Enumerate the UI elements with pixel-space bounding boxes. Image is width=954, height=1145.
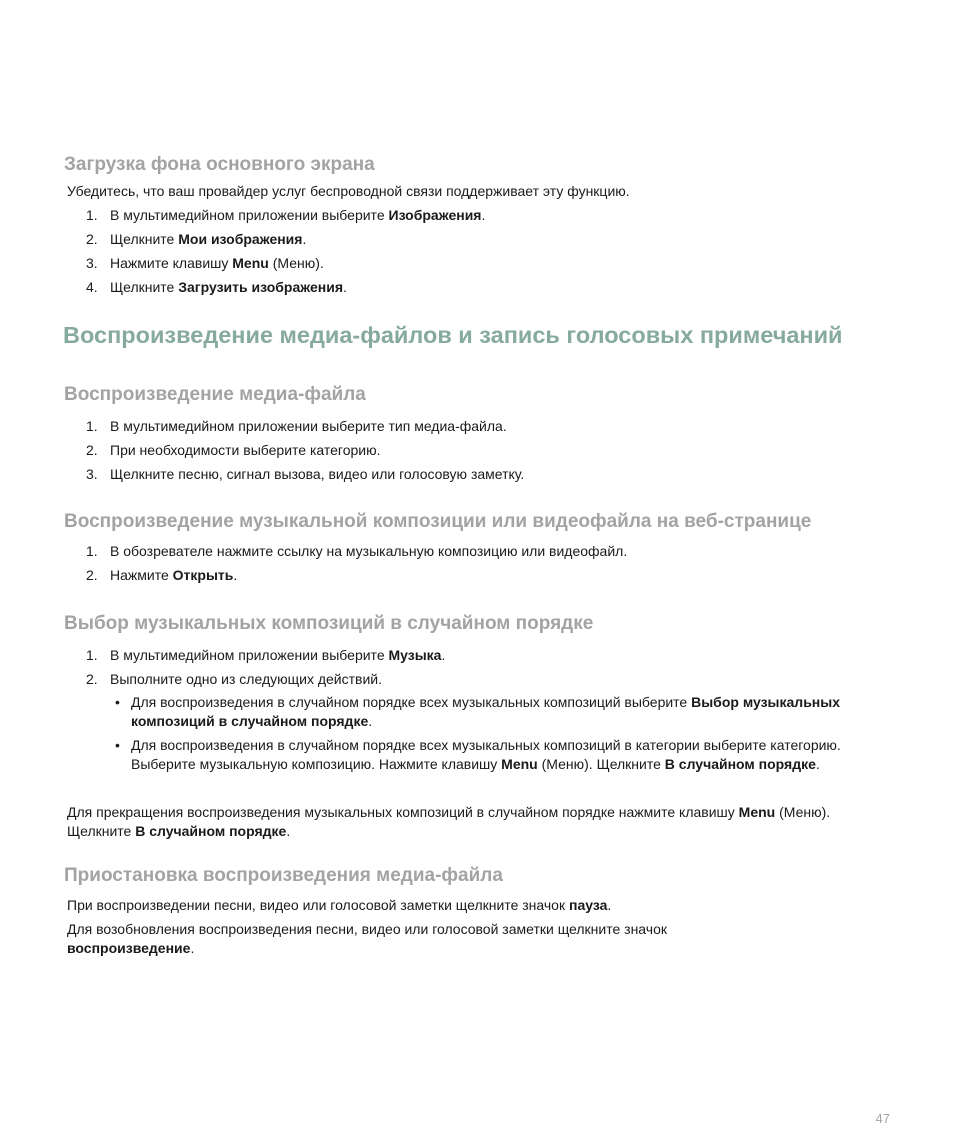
list-item: • Для воспроизведения в случайном порядке всех музыкальных композиций в категории выберите категорию. Выберите музыкальную композицию. Нажмите клавишу Menu (Меню). Щелкните В случайном порядке. — [115, 737, 841, 772]
list-item: 1. В мультимедийном приложении выберите тип медиа-файла. — [86, 418, 507, 434]
page-number: 47 — [875, 1111, 890, 1126]
resume-paragraph: Для возобновления воспроизведения песни, видео или голосовой заметки щелкните значок воспроизведение. — [67, 921, 667, 956]
list-item: 1. В обозревателе нажмите ссылку на музыкальную композицию или видеофайл. — [86, 543, 628, 559]
list-item: 3. Щелкните песню, сигнал вызова, видео или голосовую заметку. — [86, 466, 525, 482]
chapter-title: Воспроизведение медиа-файлов и запись голосовых примечаний — [63, 322, 843, 348]
steps-list-shuffle — [0, 643, 445, 691]
pause-paragraph: При воспроизведении песни, видео или голосовой заметки щелкните значок пауза. — [67, 897, 612, 913]
section-title-web-media: Воспроизведение музыкальной композиции или видеофайла на веб-странице — [64, 511, 812, 532]
list-item: 4. Щелкните Загрузить изображения. — [86, 279, 347, 295]
section-title-play-media: Воспроизведение медиа-файла — [64, 384, 366, 405]
list-item: 2. Выполните одно из следующих действий. — [86, 671, 382, 687]
bullet-list-shuffle — [0, 693, 871, 774]
list-item: 1. В мультимедийном приложении выберите Изображения. — [86, 207, 486, 223]
list-item: 1. В мультимедийном приложении выберите Музыка. — [86, 647, 446, 663]
section-intro: Убедитесь, что ваш провайдер услуг беспроводной связи поддерживает эту функцию. — [67, 183, 630, 199]
steps-list-wallpaper — [0, 203, 485, 299]
steps-list-web-media — [0, 539, 627, 587]
list-item: 2. Щелкните Мои изображения. — [86, 231, 307, 247]
list-item: • Для воспроизведения в случайном порядке всех музыкальных композиций выберите Выбор музыкальных композиций в случайном порядке. — [115, 694, 840, 729]
steps-list-play-media — [0, 414, 524, 486]
list-item: 3. Нажмите клавишу Menu (Меню). — [86, 255, 324, 271]
list-item: 2. Нажмите Открыть. — [86, 567, 238, 583]
list-item: 2. При необходимости выберите категорию. — [86, 442, 381, 458]
section-title-shuffle: Выбор музыкальных композиций в случайном порядке — [64, 613, 594, 634]
shuffle-note: Для прекращения воспроизведения музыкальных композиций в случайном порядке нажмите клавишу Menu (Меню). Щелкните В случайном порядке. — [67, 804, 831, 839]
section-title-wallpaper: Загрузка фона основного экрана — [64, 154, 375, 175]
section-title-pause: Приостановка воспроизведения медиа-файла — [64, 865, 503, 886]
